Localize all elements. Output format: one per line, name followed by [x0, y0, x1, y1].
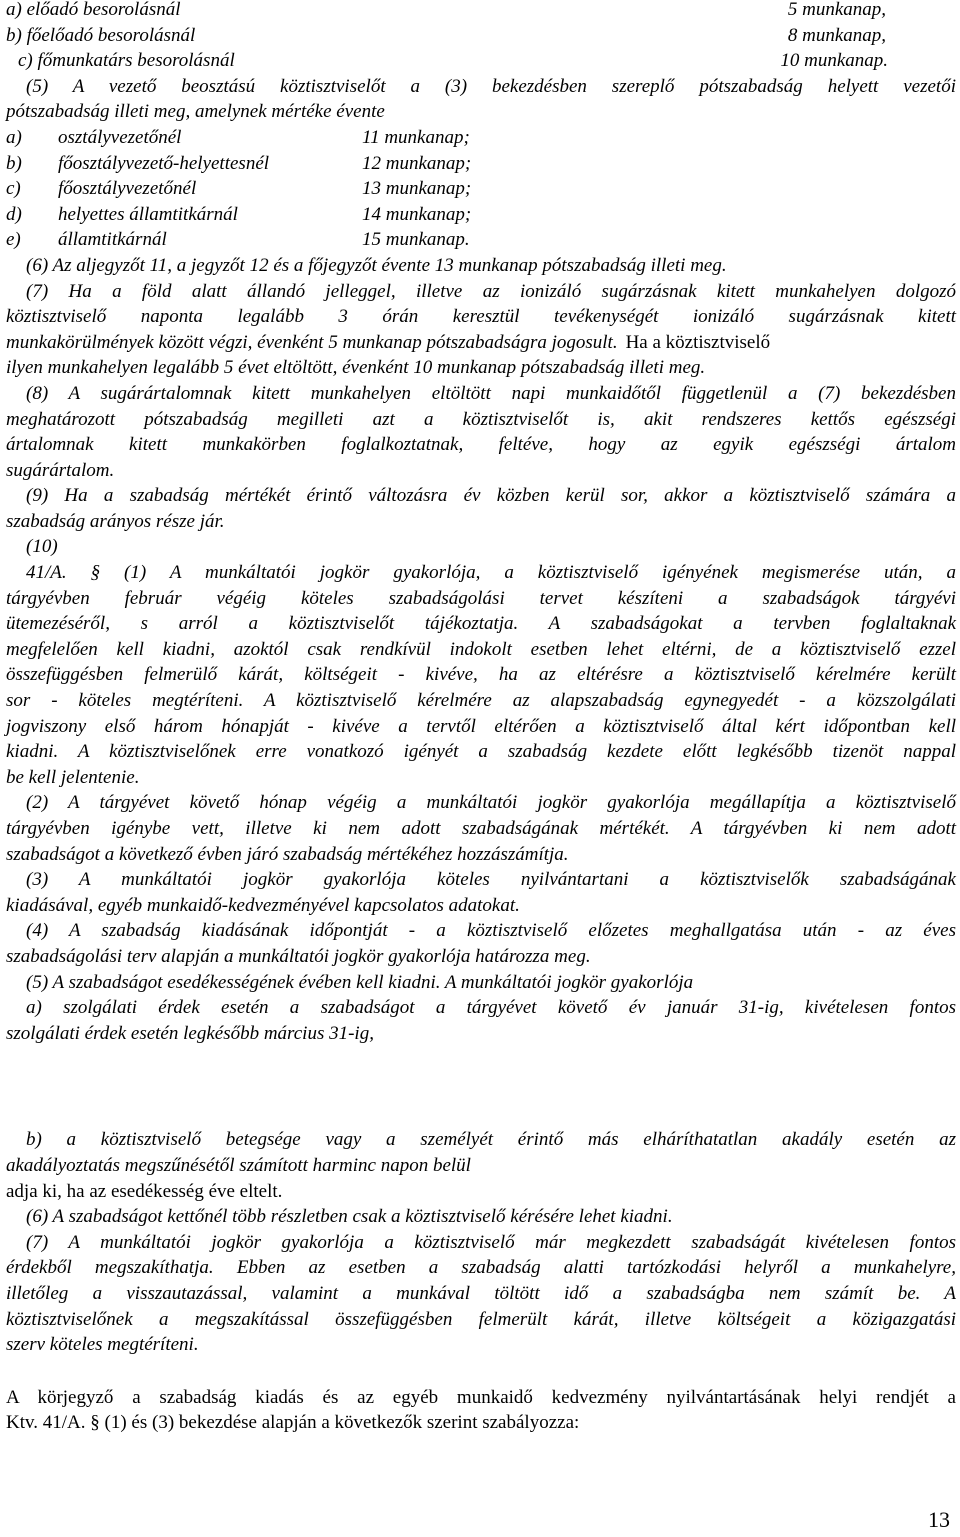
section-41a-5-b: [6, 1127, 956, 1204]
list-item-letter: a): [6, 126, 22, 148]
paragraph-line: szerv köteles megtéríteni.: [6, 1334, 199, 1356]
paragraph-line: tárgyévben február végéig köteles szabadságolási tervet készíteni a szabadságok tárgyévi: [6, 587, 956, 609]
section-41a-1: [6, 560, 956, 790]
list-item-value: 5 munkanap,: [787, 0, 886, 20]
list-item-name: osztályvezetőnél: [58, 126, 182, 148]
list-item-name: államtitkárnál: [58, 229, 167, 251]
list-item-letter: d): [6, 203, 22, 225]
spacer: [6, 1046, 956, 1127]
paragraph-line: 41/A. § (1) A munkáltatói jogkör gyakorlója, a köztisztviselő igényének megismerése után, a: [26, 562, 956, 584]
list-item-value: 11 munkanap;: [362, 126, 470, 148]
paragraph-line: sugárártalom.: [6, 459, 115, 481]
list-item-value: 14 munkanap;: [362, 203, 472, 225]
paragraph-line: (7) Ha a föld alatt állandó jelleggel, illetve az ionizáló sugárzásnak kitett munkahelyen dolgozó: [26, 280, 956, 302]
list-item-letter: b): [6, 152, 22, 174]
list-item-label: b) főelőadó besorolásnál: [6, 24, 196, 46]
list-item: [6, 0, 956, 23]
paragraph-line: jogviszony első három hónapját - kivéve a tervtől eltérően a köztisztviselő által kért időpontban kell: [6, 715, 956, 737]
intro-list: [6, 0, 956, 74]
paragraph-line: összefüggésben felmerülő kárát, költségeit - kivéve, ha az eltérésre a köztisztviselő kérelmére került: [6, 664, 956, 686]
list-item-value: 8 munkanap,: [787, 24, 886, 46]
paragraph-line: ütemezéséről, s arról a köztisztviselőt tájékoztatja. A szabadságokat a tervben foglaltaknak: [6, 613, 956, 635]
spacer: [6, 1358, 956, 1385]
leader-list: [6, 125, 956, 253]
paragraph-line: akadályoztatás megszűnésétől számított harminc napon belül: [6, 1154, 471, 1176]
paragraph-line: érdekből megszakíthatja. Ebben az esetben a szabadság alatti tartózkodási helyről a munkahelyre,: [6, 1257, 956, 1279]
paragraph-line: pótszabadság illeti meg, amelynek mértéke évente: [6, 101, 385, 123]
paragraph-line: (5) A vezető beosztású köztisztviselőt a (3) bekezdésben szereplő pótszabadság helyett vezetői: [26, 75, 956, 97]
paragraph-line: kiadni. A köztisztviselőnek erre vonatkozó igényét a szabadság kezdete előtt legkésőbb tizenöt nappal: [6, 741, 956, 763]
paragraph-line: kiadásával, egyéb munkaidő-kedvezményével kapcsolatos adatokat.: [6, 894, 520, 916]
paragraph-6: (6) Az aljegyzőt 11, a jegyzőt 12 és a főjegyzőt évente 13 munkanap pótszabadság illeti meg.: [26, 254, 727, 276]
list-item-letter: c): [6, 178, 21, 200]
paragraph-line: b) a köztisztviselő betegsége vagy a személyét érintő más elháríthatatlan akadály esetén az: [26, 1129, 956, 1151]
list-item: [6, 23, 956, 49]
paragraph-line: ilyen munkahelyen legalább 5 évet eltöltött, évenként 10 munkanap pótszabadság illeti meg.: [6, 357, 706, 379]
paragraph-line: illetőleg a visszautazással, valamint a munkával töltött idő a szabadságba nem számít be. A: [6, 1282, 956, 1304]
list-item-value: 13 munkanap;: [362, 178, 472, 200]
paragraph-9: [6, 483, 956, 534]
section-41a-5: (5) A szabadságot esedékességének évében kell kiadni. A munkáltatói jogkör gyakorlója: [26, 971, 694, 993]
paragraph-line: köztisztviselő naponta legalább 3 órán keresztül tevékenységét ionizáló sugárzásnak kitett: [6, 306, 956, 328]
paragraph-line-text: munkakörülmények között végzi, évenként 5 munkanap pótszabadságra jogosult.: [6, 331, 618, 353]
document-page: [6, 0, 956, 1436]
closing-paragraph: [6, 1385, 956, 1436]
list-item: [6, 151, 956, 177]
paragraph-line: meghatározott pótszabadság megilleti azt a köztisztviselőt is, akit rendszeres kettős egészségi: [6, 408, 956, 430]
list-item: [6, 125, 956, 151]
section-41a-3: [6, 867, 956, 918]
list-item-name: főosztályvezetőnél: [58, 178, 197, 200]
list-item: [6, 48, 956, 74]
list-item-value: 10 munkanap.: [780, 50, 888, 72]
paragraph-line: (8) A sugárártalomnak kitett munkahelyen eltöltött napi munkaidőtől függetlenül a (7) bekezdésben: [26, 382, 956, 404]
paragraph-line: szabadságolási terv alapján a munkáltatói jogkör gyakorlója határozza meg.: [6, 945, 591, 967]
paragraph-8: [6, 381, 956, 483]
list-item-value: 12 munkanap;: [362, 152, 472, 174]
paragraph-line: ártalomnak kitett munkakörben foglalkoztatnak, feltéve, hogy az egyik egészségi ártalom: [6, 434, 956, 456]
paragraph-line: (7) A munkáltatói jogkör gyakorlója a köztisztviselő már megkezdett szabadságát kivételesen fontos: [26, 1231, 956, 1253]
section-41a-2: [6, 790, 956, 867]
paragraph-line: megfelelően kell kiadni, azoktól csak rendkívül indokolt esetben lehet eltérni, de a köztisztviselő ezzel: [6, 638, 956, 660]
paragraph-line: a) szolgálati érdek esetén a szabadságot a tárgyévet követő év január 31-ig, kivételesen fontos: [26, 997, 956, 1019]
paragraph-line: A körjegyző a szabadság kiadás és az egyéb munkaidő kedvezmény nyilvántartásának helyi rendjét a: [6, 1386, 956, 1408]
list-item: [6, 202, 956, 228]
paragraph-5: [6, 74, 956, 125]
page-number: 13: [928, 1507, 950, 1532]
section-41a-7: [6, 1230, 956, 1358]
section-41a-6: (6) A szabadságot kettőnél több részletben csak a köztisztviselő kérésére lehet kiadni.: [26, 1206, 673, 1228]
list-item-name: helyettes államtitkárnál: [58, 203, 238, 225]
paragraph-line: (9) Ha a szabadság mértékét érintő változásra év közben kerül sor, akkor a köztisztviselő számára a: [26, 485, 956, 507]
paragraph-line-tail: Ha a köztisztviselő: [625, 331, 771, 353]
list-item: [6, 176, 956, 202]
list-item-name: főosztályvezető-helyettesnél: [58, 152, 270, 174]
paragraph-line: (2) A tárgyévet követő hónap végéig a munkáltatói jogkör gyakorlója megállapítja a köztisztviselő: [26, 792, 956, 814]
paragraph-10: (10): [26, 536, 58, 558]
paragraph-line: szabadságot a következő évben járó szabadság mértékéhez hozzászámítja.: [6, 843, 569, 865]
paragraph-line: szabadság arányos része jár.: [6, 510, 225, 532]
section-41a-5-a: [6, 995, 956, 1046]
paragraph-line: Ktv. 41/A. § (1) és (3) bekezdése alapján a következők szerint szabályozza:: [6, 1412, 580, 1434]
list-item-letter: e): [6, 229, 21, 251]
paragraph-line: be kell jelentenie.: [6, 766, 140, 788]
list-item-label: a) előadó besorolásnál: [6, 0, 181, 20]
paragraph-line: sor - köteles megtéríteni. A köztisztviselő kérelmére az alapszabadság egynegyedét - a közszolgálati: [6, 690, 956, 712]
paragraph-line: (4) A szabadság kiadásának időpontját - a köztisztviselő előzetes meghallgatása után - az éves: [26, 920, 956, 942]
section-41a-4: [6, 918, 956, 969]
list-item: [6, 227, 956, 253]
list-item-value: 15 munkanap.: [362, 229, 470, 251]
paragraph-line: köztisztviselőnek a megszakítással összefüggésben felmerült kárát, illetve költségeit a közigazgatási: [6, 1308, 956, 1330]
paragraph-7: [6, 279, 956, 381]
paragraph-line: szolgálati érdek esetén legkésőbb március 31-ig,: [6, 1022, 374, 1044]
paragraph-line: [6, 330, 956, 356]
paragraph-line: (3) A munkáltatói jogkör gyakorlója köteles nyilvántartani a köztisztviselők szabadságának: [26, 869, 956, 891]
list-item-label: c) főmunkatárs besorolásnál: [18, 50, 235, 72]
paragraph-line: adja ki, ha az esedékesség éve eltelt.: [6, 1180, 283, 1202]
paragraph-line: tárgyévben igénybe vett, illetve ki nem adott szabadságának mértékét. A tárgyévben ki nem adott: [6, 818, 956, 839]
